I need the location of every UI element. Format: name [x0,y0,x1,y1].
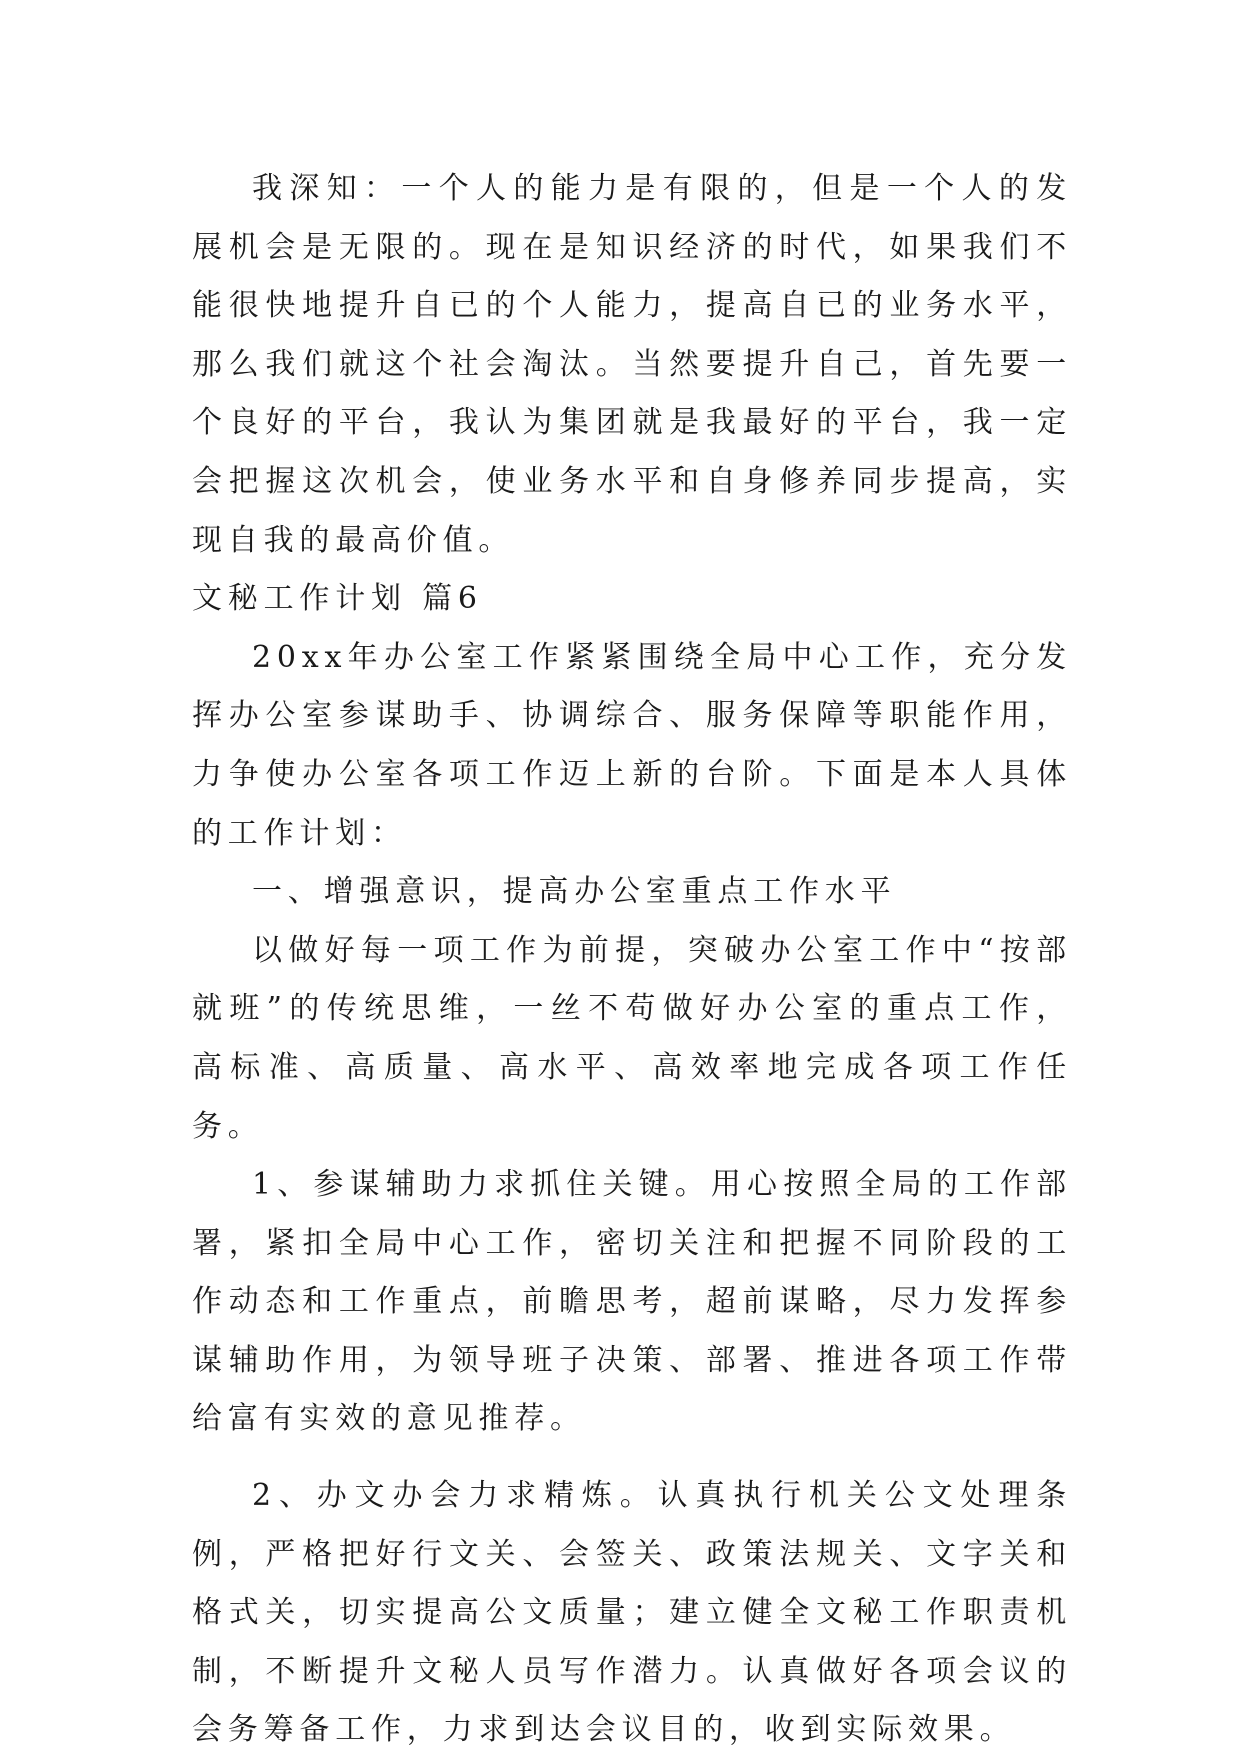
section-heading: 文秘工作计划 篇6 [192,581,483,617]
paragraph-4: 以做好每一项工作为前提，突破办公室工作中“按部就班”的传统思维，一丝不苟做好办公室的重点工作，高标准、高质量、高水平、高效率地完成各项工作任务。 [192,932,1072,1144]
paragraph-3: 一、增强意识，提高办公室重点工作水平 [252,874,897,910]
paragraph-6: 2、办文办会力求精炼。认真执行机关公文处理条例，严格把好行文关、会签关、政策法规关、文字关和格式关，切实提高公文质量；建立健全文秘工作职责机制，不断提升文秘人员写作潜力。认真做好各项会议的会务筹备工作，力求到达会议目的，收到实际效果。 [192,1478,1072,1748]
paragraph-1: 我深知：一个人的能力是有限的，但是一个人的发展机会是无限的。现在是知识经济的时代，如果我们不能很快地提升自已的个人能力，提高自已的业务水平，那么我们就这个社会淘汰。当然要提升自己，首先要一个良好的平台，我认为集团就是我最好的平台，我一定会把握这次机会，使业务水平和自身修养同步提高，实现自我的最高价值。 [192,171,1072,558]
paragraph-5: 1、参谋辅助力求抓住关键。用心按照全局的工作部署，紧扣全局中心工作，密切关注和把握不同阶段的工作动态和工作重点，前瞻思考，超前谋略，尽力发挥参谋辅助作用，为领导班子决策、部署、推进各项工作带给富有实效的意见推荐。 [192,1167,1072,1437]
document-body [192,160,1072,1760]
paragraph-2: 20xx年办公室工作紧紧围绕全局中心工作，充分发挥办公室参谋助手、协调综合、服务保障等职能作用，力争使办公室各项工作迈上新的台阶。下面是本人具体的工作计划： [192,639,1072,851]
